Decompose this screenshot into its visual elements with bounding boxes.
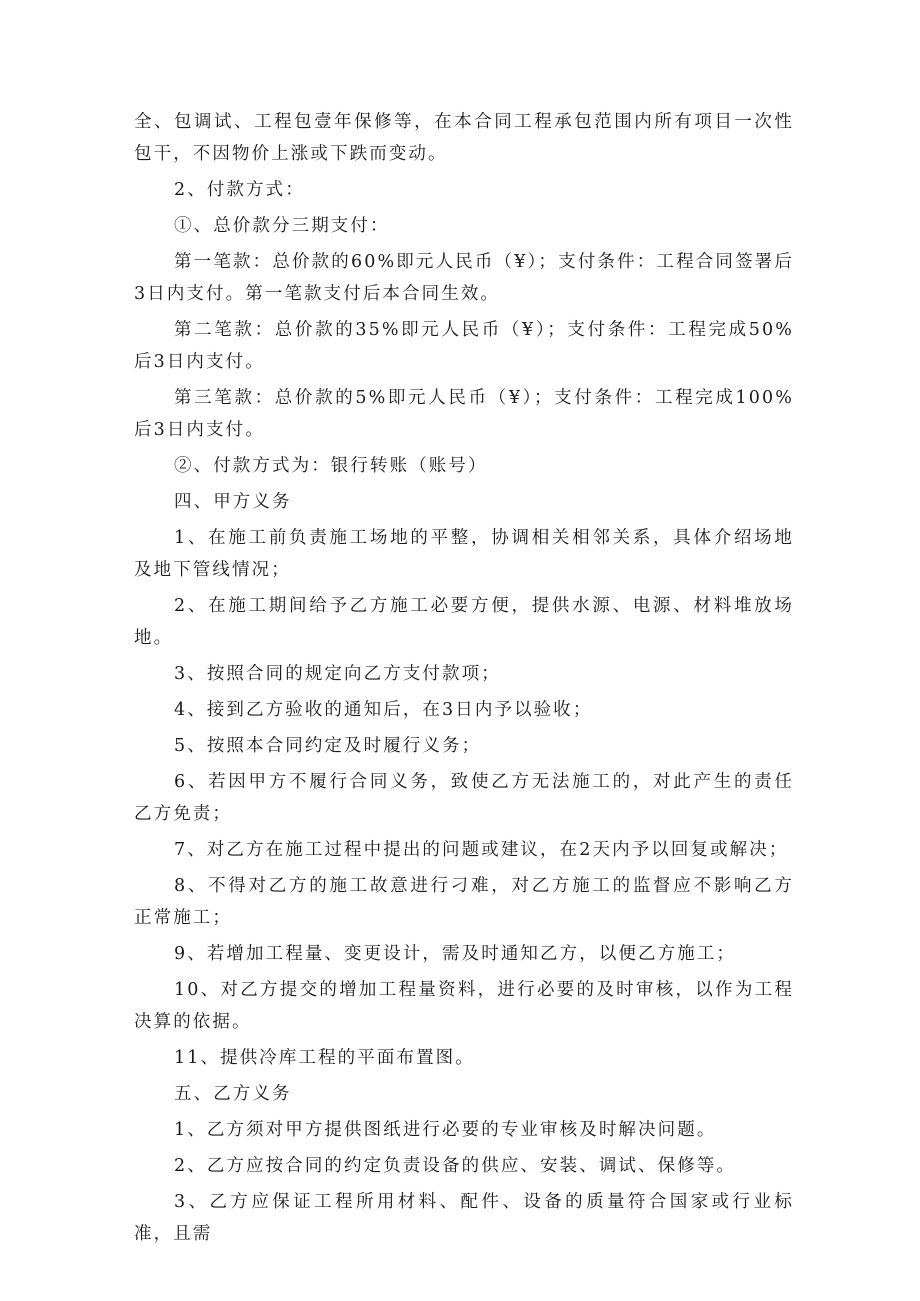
- party-a-item-7: 7、对乙方在施工过程中提出的问题或建议，在2天内予以回复或解决；: [174, 840, 789, 860]
- paragraph-scope-continuation: 全、包调试、工程包壹年保修等，在本合同工程承包范围内所有项目一次性包干，不因物价上涨或下跌而变动。: [134, 112, 794, 164]
- paragraph-three-installments: ①、总价款分三期支付：: [174, 216, 390, 236]
- document-body: [134, 106, 794, 1254]
- party-a-item-5: 5、按照本合同约定及时履行义务；: [174, 736, 482, 756]
- party-a-item-6: 6、若因甲方不履行合同义务，致使乙方无法施工的，对此产生的责任乙方免责；: [134, 772, 794, 824]
- paragraph-first-payment: 第一笔款：总价款的60%即元人民币（¥）；支付条件：工程合同签署后3日内支付。第一笔款支付后本合同生效。: [134, 252, 794, 304]
- party-a-item-10: 10、对乙方提交的增加工程量资料，进行必要的及时审核，以作为工程决算的依据。: [134, 980, 794, 1032]
- party-a-item-2: 2、在施工期间给予乙方施工必要方便，提供水源、电源、材料堆放场地。: [134, 596, 794, 648]
- party-b-item-2: 2、乙方应按合同的约定负责设备的供应、安装、调试、保修等。: [174, 1156, 737, 1176]
- party-b-item-1: 1、乙方须对甲方提供图纸进行必要的专业审核及时解决问题。: [174, 1120, 717, 1140]
- party-a-item-9: 9、若增加工程量、变更设计，需及时通知乙方，以便乙方施工；: [174, 944, 737, 964]
- section-heading-party-a: 四、甲方义务: [174, 492, 292, 512]
- party-a-item-3: 3、按照合同的规定向乙方支付款项；: [174, 664, 501, 684]
- party-a-item-8: 8、不得对乙方的施工故意进行刁难，对乙方施工的监督应不影响乙方正常施工；: [134, 876, 794, 928]
- party-a-item-11: 11、提供冷库工程的平面布置图。: [174, 1048, 475, 1068]
- paragraph-second-payment: 第二笔款：总价款的35%即元人民币（¥）；支付条件：工程完成50%后3日内支付。: [134, 320, 794, 372]
- party-a-item-1: 1、在施工前负责施工场地的平整，协调相关相邻关系，具体介绍场地及地下管线情况；: [134, 528, 794, 580]
- paragraph-payment-method-heading: 2、付款方式：: [174, 180, 305, 200]
- section-heading-party-b: 五、乙方义务: [174, 1084, 292, 1104]
- party-a-item-4: 4、接到乙方验收的通知后，在3日内予以验收；: [174, 700, 593, 720]
- paragraph-bank-transfer: ②、付款方式为：银行转账（账号）: [174, 456, 488, 476]
- party-b-item-3: 3、乙方应保证工程所用材料、配件、设备的质量符合国家或行业标准，且需: [134, 1192, 794, 1244]
- paragraph-third-payment: 第三笔款：总价款的5%即元人民币（¥）；支付条件：工程完成100%后3日内支付。: [134, 388, 794, 440]
